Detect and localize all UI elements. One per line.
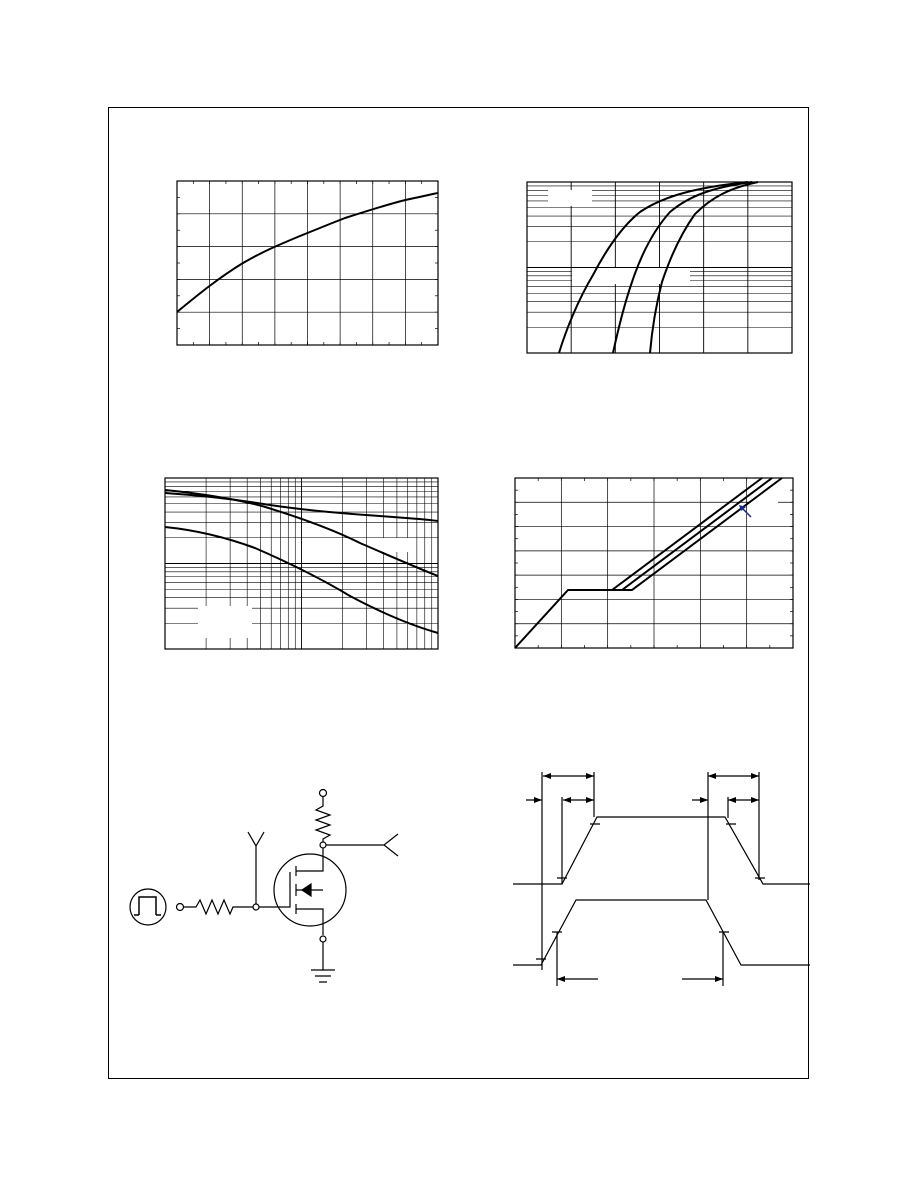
reference-lines <box>542 772 759 986</box>
transition-ticks <box>536 824 765 959</box>
output-waveform <box>513 817 810 884</box>
